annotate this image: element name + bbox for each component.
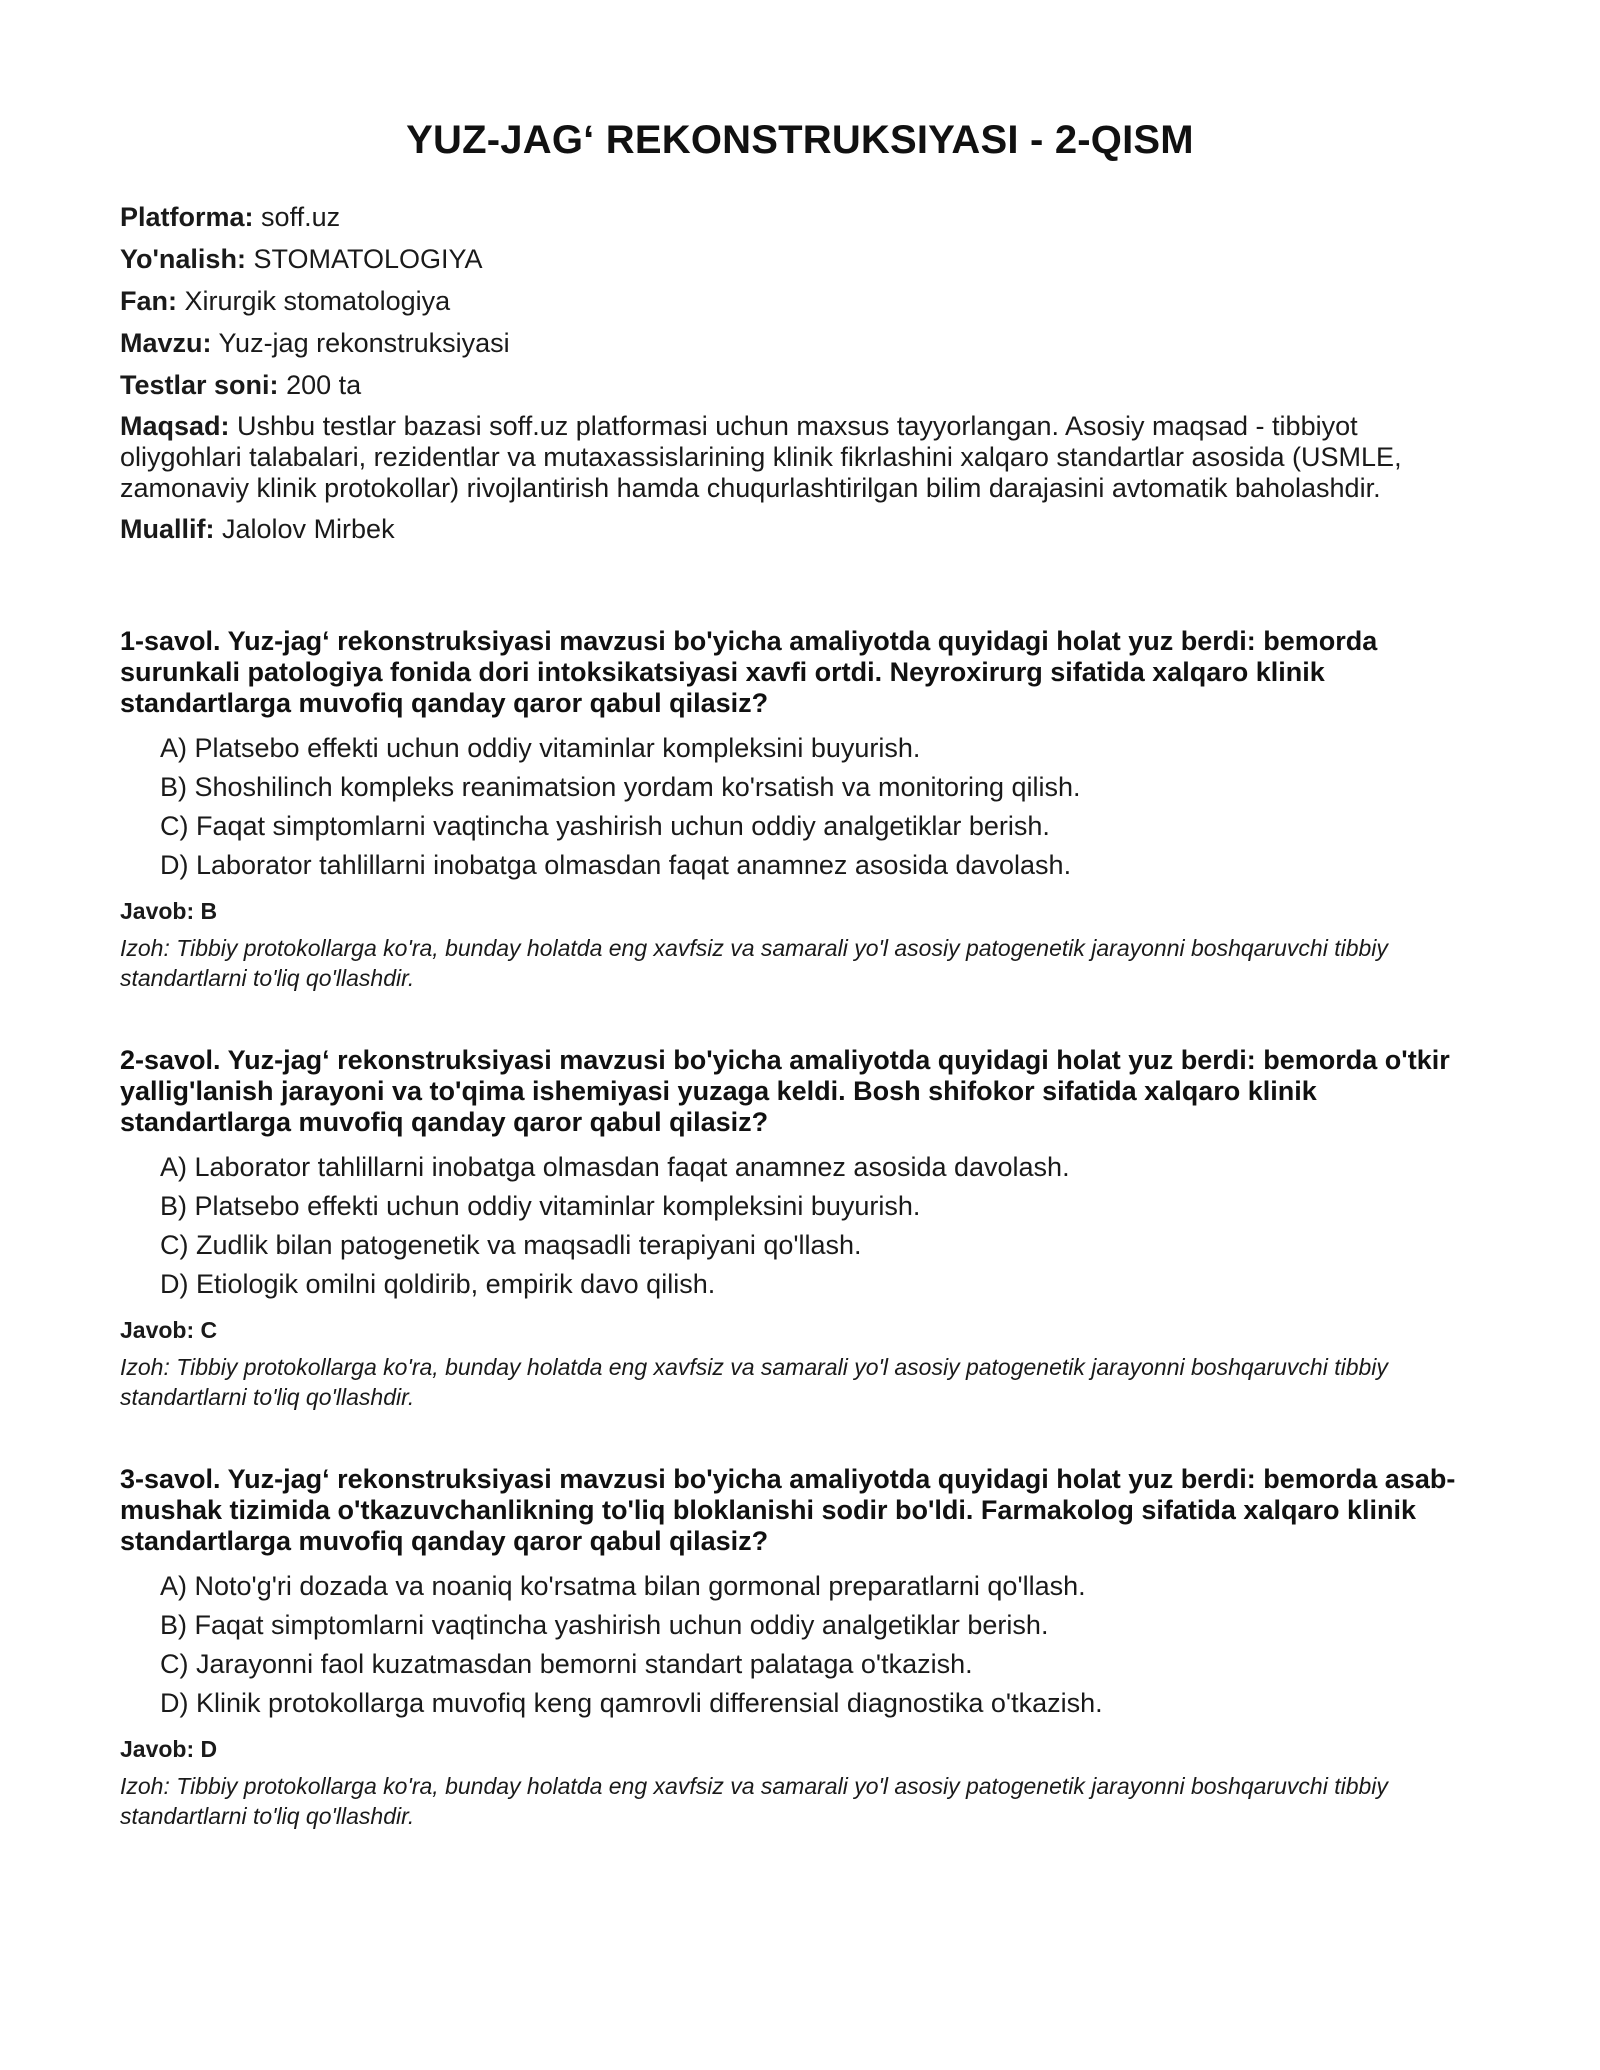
option-d: D) Klinik protokollarga muvofiq keng qamrovli differensial diagnostika o'tkazish. — [160, 1688, 1103, 1718]
question-block — [120, 1045, 1480, 1412]
question-text: 3-savol. Yuz-jag‘ rekonstruksiyasi mavzusi bo'yicha amaliyotda quyidagi holat yuz berdi: bemorda asab-mushak tizimida o'tkazuvchanlikning to'liq bloklanishi sodir bo'ldi. Farmakolog sifatida xalqaro klinik standartlarga muvofiq qanday qaror qabul qilasiz? — [120, 1464, 1456, 1556]
explanation-text: Izoh: Tibbiy protokollarga ko'ra, bunday holatda eng xavfsiz va samarali yo'l asosiy patogenetik jarayonni boshqaruvchi tibbiy standartlarni to'liq qo'llashdir. — [120, 1354, 1388, 1410]
answer-label: Javob: B — [120, 898, 218, 924]
meta-value: 200 ta — [286, 370, 362, 400]
explanation-text: Izoh: Tibbiy protokollarga ko'ra, bunday holatda eng xavfsiz va samarali yo'l asosiy patogenetik jarayonni boshqaruvchi tibbiy standartlarni to'liq qo'llashdir. — [120, 1773, 1388, 1829]
explanation-text: Izoh: Tibbiy protokollarga ko'ra, bunday holatda eng xavfsiz va samarali yo'l asosiy patogenetik jarayonni boshqaruvchi tibbiy standartlarni to'liq qo'llashdir. — [120, 935, 1388, 991]
meta-value: STOMATOLOGIYA — [253, 244, 483, 274]
option-a: A) Laborator tahlillarni inobatga olmasdan faqat anamnez asosida davolash. — [160, 1152, 1070, 1182]
question-text: 1-savol. Yuz-jag‘ rekonstruksiyasi mavzusi bo'yicha amaliyotda quyidagi holat yuz berdi: bemorda surunkali patologiya fonida dori intoksikatsiyasi xavfi ortdi. Neyroxirurg sifatida xalqaro klinik standartlarga muvofiq qanday qaror qabul qilasiz? — [120, 626, 1378, 718]
option-c: C) Jarayonni faol kuzatmasdan bemorni standart palataga o'tkazish. — [160, 1649, 973, 1679]
meta-subject — [120, 285, 1480, 318]
meta-label: Testlar soni: — [120, 370, 279, 400]
meta-platform — [120, 201, 1480, 234]
option-a: A) Noto'g'ri dozada va noaniq ko'rsatma bilan gormonal preparatlarni qo'llash. — [160, 1571, 1086, 1601]
meta-value: Xirurgik stomatologiya — [184, 286, 451, 316]
option-d: D) Laborator tahlillarni inobatga olmasdan faqat anamnez asosida davolash. — [160, 850, 1072, 880]
option-b: B) Shoshilinch kompleks reanimatsion yordam ko'rsatish va monitoring qilish. — [160, 772, 1081, 802]
question-text: 2-savol. Yuz-jag‘ rekonstruksiyasi mavzusi bo'yicha amaliyotda quyidagi holat yuz berdi: bemorda o'tkir yallig'lanish jarayoni va to'qima ishemiyasi yuzaga keldi. Bosh shifokor sifatida xalqaro klinik standartlarga muvofiq qanday qaror qabul qilasiz? — [120, 1045, 1450, 1137]
meta-test-count — [120, 369, 1480, 402]
meta-value: Jalolov Mirbek — [222, 514, 395, 544]
meta-topic — [120, 327, 1480, 360]
meta-value: Ushbu testlar bazasi soff.uz platformasi uchun maxsus tayyorlangan. Asosiy maqsad - tibbiyot oliygohlari talabalari, rezidentlar va mutaxassislarining klinik fikrlashini xalqaro standartlar asosida (USMLE, zamonaviy klinik protokollar) rivojlantirish hamda chuqurlashtirilgan bilim darajasini avtomatik baholashdir. — [120, 411, 1402, 503]
meta-value: Yuz-jag rekonstruksiyasi — [218, 328, 510, 358]
meta-label: Fan: — [120, 286, 177, 316]
meta-purpose — [120, 411, 1480, 504]
meta-label: Mavzu: — [120, 328, 212, 358]
option-c: C) Faqat simptomlarni vaqtincha yashirish uchun oddiy analgetiklar berish. — [160, 811, 1050, 841]
meta-label: Maqsad: — [120, 411, 230, 441]
meta-value: soff.uz — [261, 202, 341, 232]
meta-label: Yo'nalish: — [120, 244, 246, 274]
document-title: YUZ-JAG‘ REKONSTRUKSIYASI - 2-QISM — [406, 118, 1194, 162]
meta-label: Muallif: — [120, 514, 215, 544]
document-page — [120, 118, 1480, 1883]
option-b: B) Faqat simptomlarni vaqtincha yashirish uchun oddiy analgetiklar berish. — [160, 1610, 1049, 1640]
option-a: A) Platsebo effekti uchun oddiy vitaminlar kompleksini buyurish. — [160, 733, 921, 763]
question-block — [120, 626, 1480, 993]
questions-section — [120, 626, 1480, 1831]
meta-author — [120, 513, 1480, 546]
answer-label: Javob: D — [120, 1736, 218, 1762]
meta-section — [120, 201, 1480, 546]
meta-label: Platforma: — [120, 202, 254, 232]
answer-label: Javob: C — [120, 1317, 218, 1343]
meta-direction — [120, 243, 1480, 276]
option-b: B) Platsebo effekti uchun oddiy vitaminlar kompleksini buyurish. — [160, 1191, 921, 1221]
option-d: D) Etiologik omilni qoldirib, empirik davo qilish. — [160, 1269, 716, 1299]
question-block — [120, 1464, 1480, 1831]
option-c: C) Zudlik bilan patogenetik va maqsadli terapiyani qo'llash. — [160, 1230, 862, 1260]
